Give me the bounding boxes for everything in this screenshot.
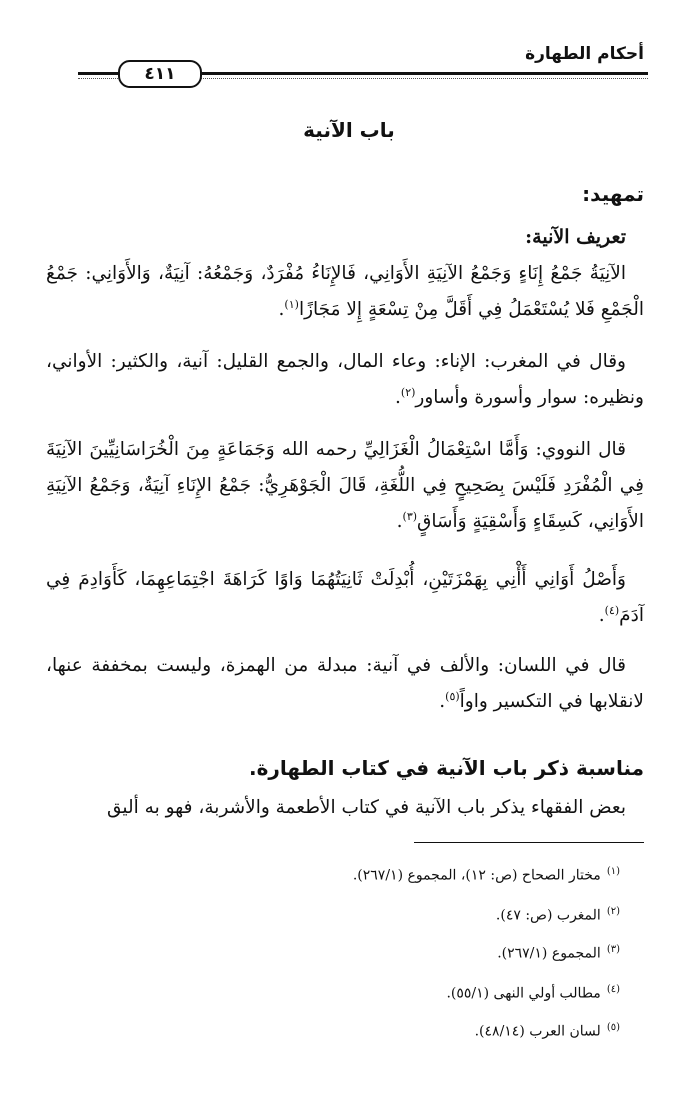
footnote-item <box>446 980 620 1004</box>
paragraph-end: . <box>395 387 401 408</box>
paragraph-text: وقال في المغرب: الإناء: وعاء المال، والجمع القليل: آنية، والكثير: الأواني، ونظيره: سوار وأسورة وأساور <box>46 351 644 408</box>
footnote-number: (٢) <box>606 906 620 917</box>
footnote-number: (٣) <box>606 944 620 955</box>
paragraph-mughrib <box>46 344 644 416</box>
footnote-text: مختار الصحاح (ص: ١٢)، المجموع (٢٦٧/١). <box>352 867 601 884</box>
footnote-number: (٥) <box>606 1022 620 1033</box>
footnote-text: المغرب (ص: ٤٧). <box>495 907 601 924</box>
paragraph-text: بعض الفقهاء يذكر باب الآنية في كتاب الأطعمة والأشربة، فهو به أليق <box>106 797 626 818</box>
footnote-number: (١) <box>606 866 620 877</box>
relevance-heading: مناسبة ذكر باب الآنية في كتاب الطهارة. <box>248 756 644 780</box>
footnote-text: مطالب أولي النهى (٥٥/١). <box>446 985 601 1002</box>
footnote-text: المجموع (٢٦٧/١). <box>497 945 601 962</box>
footnote-ref: (٣) <box>402 509 418 523</box>
intro-heading: تمهيد: <box>582 182 644 206</box>
chapter-title: باب الآنية <box>303 118 395 142</box>
running-title: أحكام الطهارة <box>525 44 644 64</box>
paragraph-text: قال النووي: وَأَمَّا اسْتِعْمَالُ الْغَزَالِيِّ رحمه الله وَجَمَاعَةٍ مِنَ الْخُرَاسَانِيِّينَ الآنِيَةَ فِي الْمُفْرَدِ فَلَيْسَ بِصَحِيحٍ فِي اللُّغَةِ، قَالَ الْجَوْهَرِيُّ: جَمْعُ الإِنَاءِ آنِيَةٌ، وَجَمْعُ الآنِيَةِ الأَوَانِي، كَسِقَاءٍ وَأَسْقِيَةٍ وَأَسَاقٍ <box>46 439 644 532</box>
footnote-rule <box>414 842 644 843</box>
paragraph-text: قال في اللسان: والألف في آنية: مبدلة من الهمزة، وليست بمخففة عنها، لانقلابها في التكسير واواً <box>46 655 644 712</box>
footnote-text: لسان العرب (٤٨/١٤). <box>474 1023 601 1040</box>
paragraph-lisan <box>46 648 644 720</box>
footnote-item <box>353 862 620 886</box>
paragraph-end: . <box>396 511 403 532</box>
paragraph-definition <box>46 256 644 328</box>
footnote-ref: (١) <box>284 297 299 311</box>
footnote-item <box>475 1018 620 1042</box>
page-number: ٤١١ <box>118 60 202 88</box>
footnote-item <box>496 902 620 926</box>
paragraph-text: وَأَصْلُ أَوَانِي أَأْنِي بِهَمْزَتَيْنِ، أُبْدِلَتْ ثَانِيَتُهُمَا وَاوًا كَرَاهَةَ اجْتِمَاعِهِمَا، كَأَوَادِمَ فِي آدَمَ <box>46 569 644 626</box>
paragraph-origin <box>46 562 644 634</box>
footnote-item <box>497 940 620 964</box>
definition-heading: تعريف الآنية: <box>525 226 626 248</box>
paragraph-end: . <box>439 691 446 712</box>
paragraph-relevance <box>46 790 644 826</box>
footnote-ref: (٢) <box>400 385 416 399</box>
paragraph-nawawi <box>46 432 644 540</box>
footnote-number: (٤) <box>606 984 620 995</box>
paragraph-end: . <box>278 299 285 320</box>
footnote-ref: (٥) <box>445 689 460 703</box>
footnote-ref: (٤) <box>604 603 620 617</box>
paragraph-text: الآنِيَةُ جَمْعُ إِنَاءٍ وَجَمْعُ الآنِيَةِ الأَوَانِي، فَالإِنَاءُ مُفْرَدٌ، وَجَمْعُهُ: آنِيَةٌ، وَالأَوَانِي: جَمْعُ الْجَمْعِ فَلا يُسْتَعْمَلُ فِي أَقَلَّ مِنْ تِسْعَةٍ إِلا مَجَازًا <box>46 263 644 320</box>
paragraph-end: . <box>598 605 605 626</box>
